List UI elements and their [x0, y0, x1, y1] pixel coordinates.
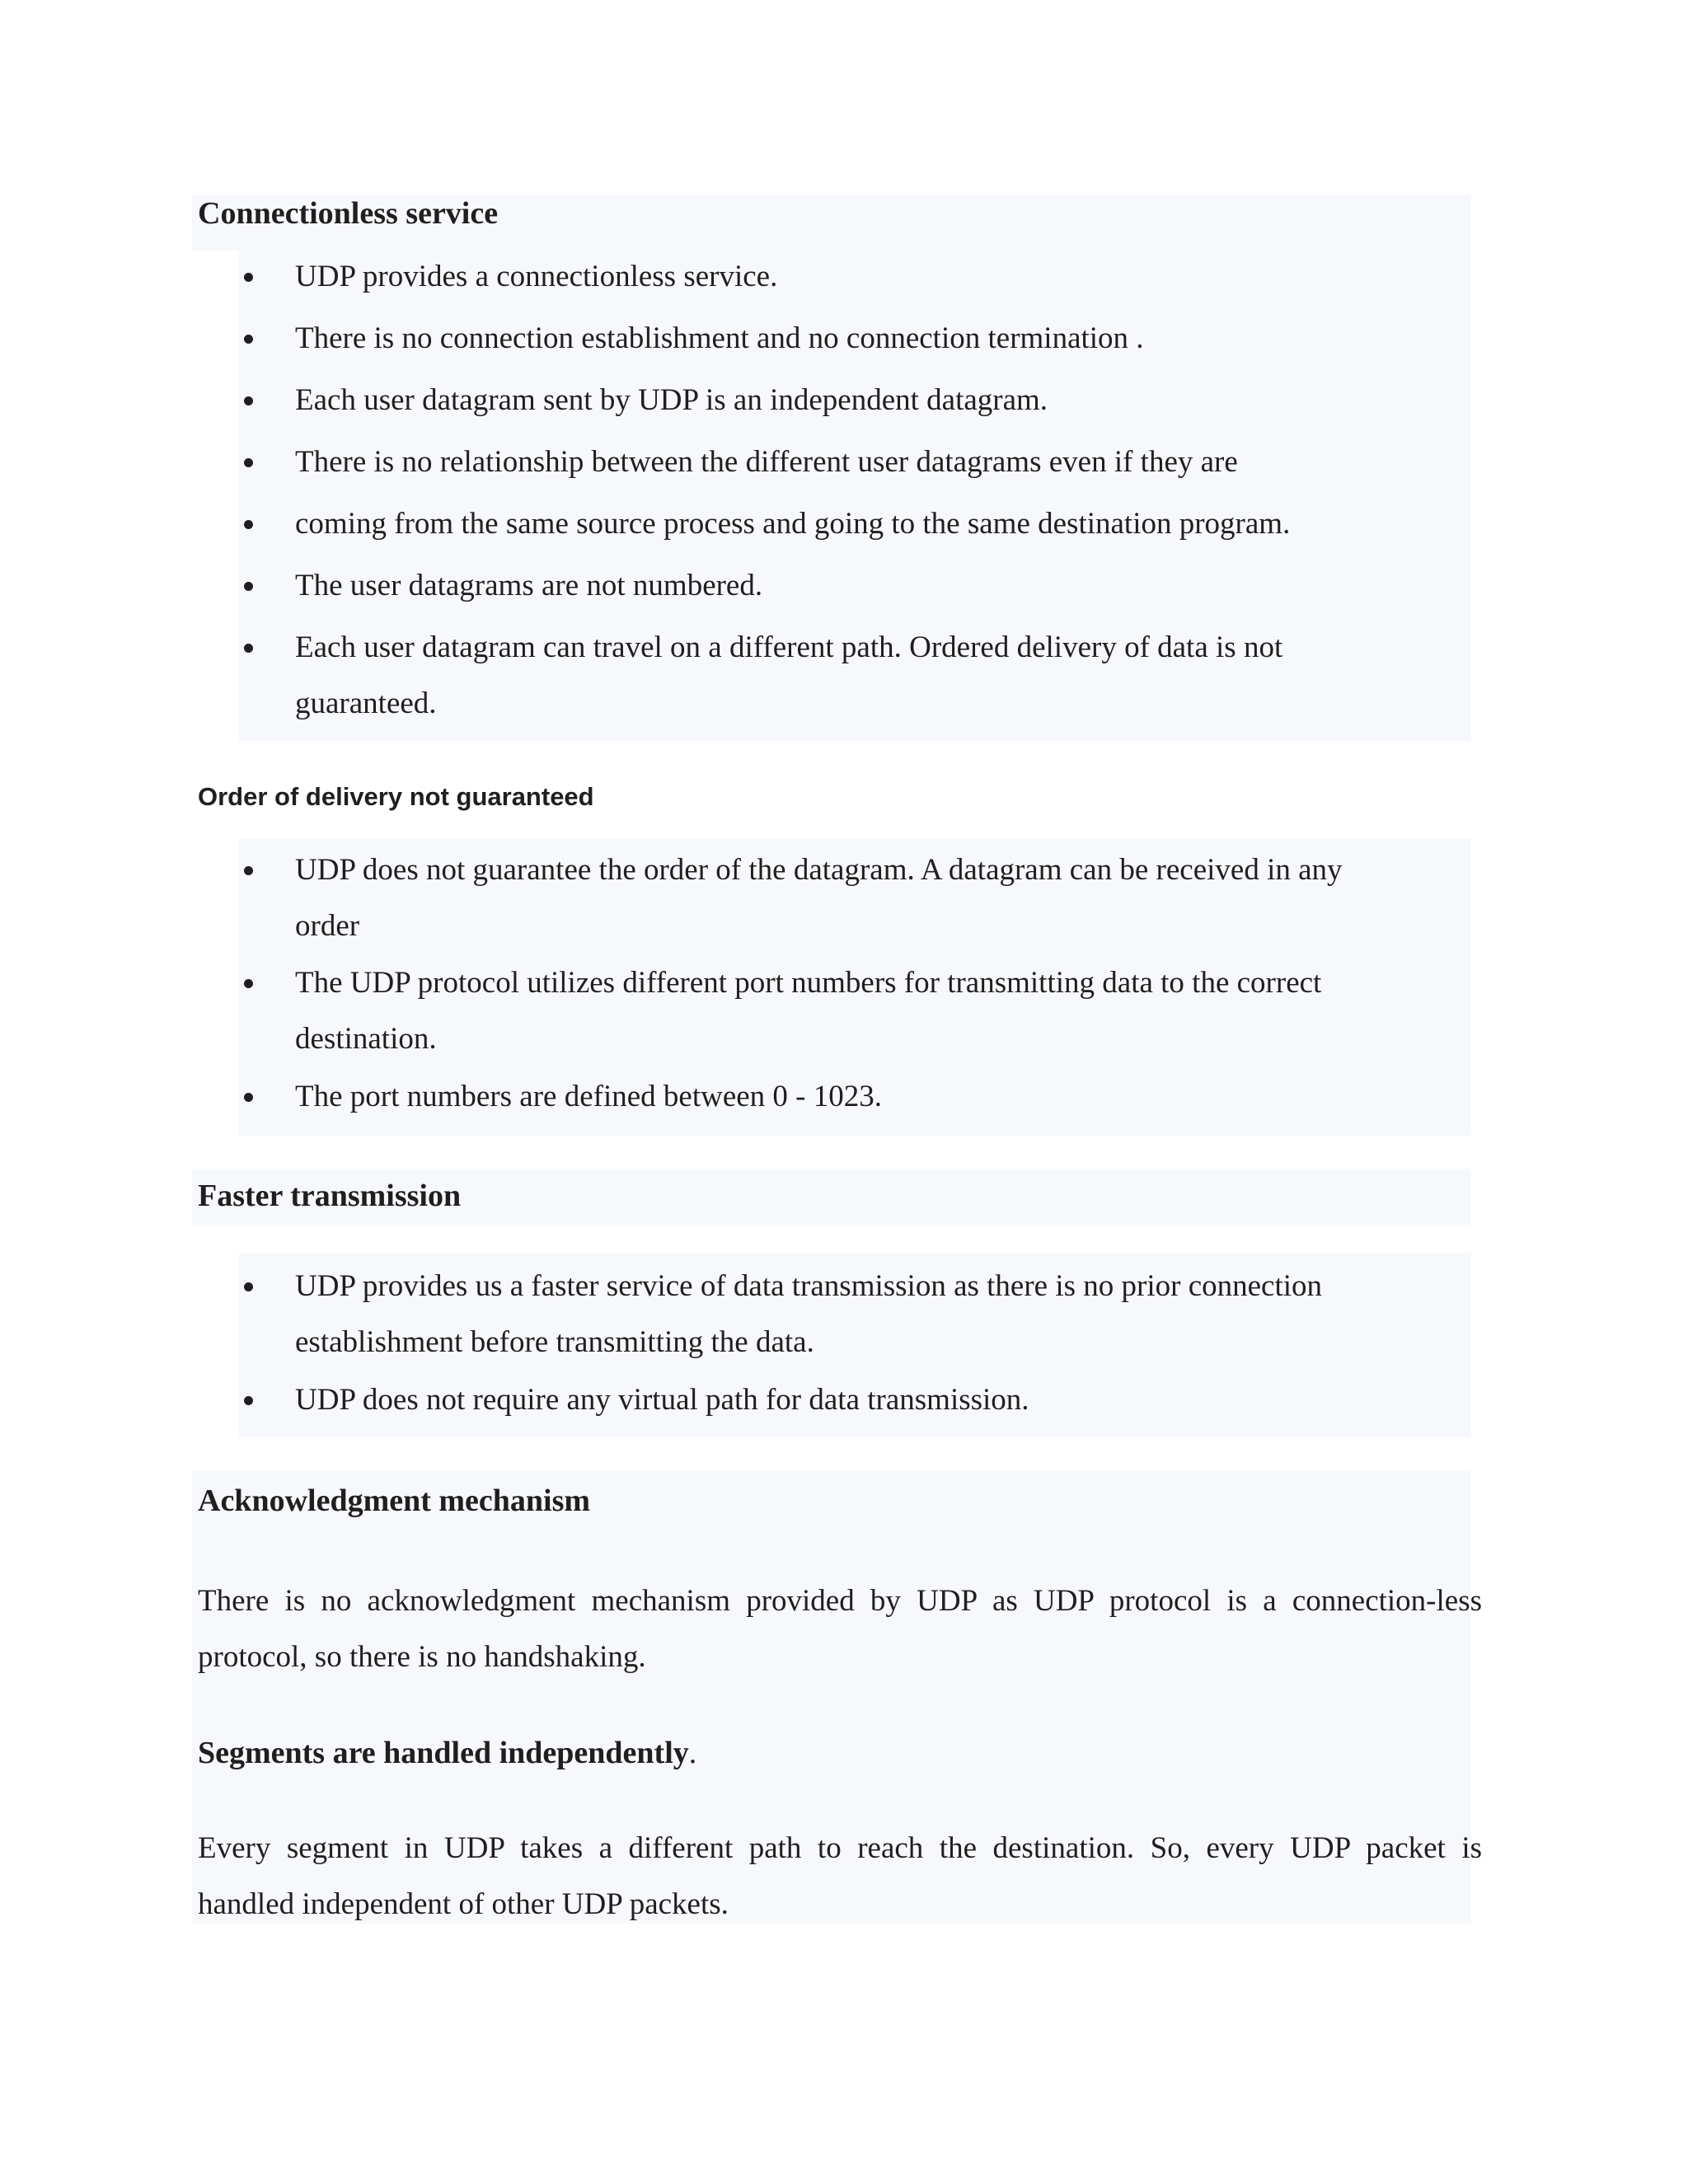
bullet-icon — [244, 335, 253, 344]
bullet-icon — [244, 458, 253, 467]
heading-segments-period: . — [688, 1736, 697, 1770]
heading-acknowledgment-mechanism: Acknowledgment mechanism — [198, 1483, 591, 1518]
paragraph-segments-line: handled independent of other UDP packets. — [198, 1887, 729, 1921]
heading-segments — [198, 1735, 696, 1773]
heading-connectionless-service: Connectionless service — [198, 196, 499, 231]
bullet-icon — [244, 866, 253, 875]
paragraph-segments-line: Every segment in UDP takes a different path to reach the destination. So, every UDP packet is — [198, 1831, 1482, 1865]
paragraph-ack-line: There is no acknowledgment mechanism provided by UDP as UDP protocol is a connection-less — [198, 1584, 1482, 1618]
bullet-icon — [244, 520, 253, 529]
heading-segments-text: Segments are handled independently — [198, 1736, 689, 1770]
document-page: Connectionless service UDP provides a connectionless service. There is no connection establishment and no connection termination . Each user datagram sent by UDP is an independent datagram. There is no relationship between the different user datagrams even if they are coming from the same source process and going to the same destination program. The user datagrams are not numbered. Each user datagram can travel on a different path. Ordered delivery of data is not guaranteed. Order of delivery not guaranteed UDP does not guarantee the order of the datagram. A datagram can be received in any order The UDP protocol utilizes different port numbers for transmitting data to the correct destination. The port numbers are defined between 0 - 1023. Faster transmission UDP provides us a faster service of data transmission as there is no prior connection establishment before transmitting the data. UDP does not require any virtual path for data transmission. Acknowledgment mechanism There is no acknowledgment mechanism provided by UDP as UDP protocol is a connection-less protocol, so there is no handshaking. Segments are handled independently. Every segment in UDP takes a different path to reach the destination. So, every UDP packet is handled independent of other UDP packets. — [0, 0, 1688, 2184]
bullet-icon — [244, 582, 253, 591]
bullet-icon — [244, 979, 253, 988]
bullet-icon — [244, 1282, 253, 1291]
bullet-icon — [244, 644, 253, 653]
heading-faster-transmission: Faster transmission — [198, 1179, 462, 1213]
bullet-icon — [244, 1093, 253, 1102]
bullet-icon — [244, 273, 253, 282]
paragraph-ack-line: protocol, so there is no handshaking. — [198, 1640, 646, 1674]
heading-order-of-delivery: Order of delivery not guaranteed — [198, 782, 594, 811]
bullet-icon — [244, 396, 253, 405]
bullet-icon — [244, 1396, 253, 1405]
